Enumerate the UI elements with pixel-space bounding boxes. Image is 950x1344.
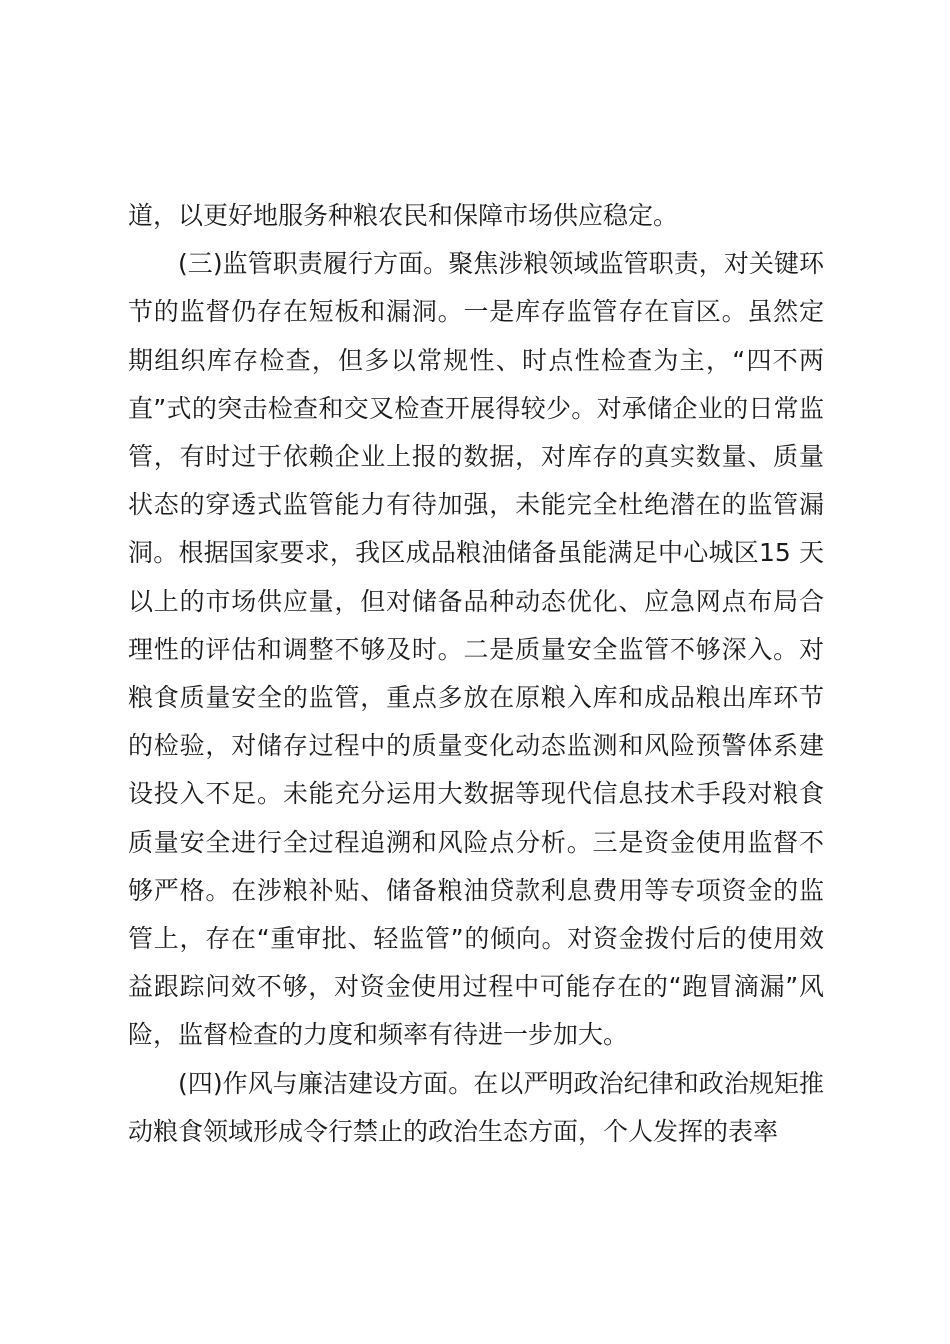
paragraph-continuation: 道，以更好地服务种粮农民和保障市场供应稳定。 xyxy=(128,201,679,230)
document-body xyxy=(128,192,824,1156)
paragraph-conduct-integrity: (四)作风与廉洁建设方面。在以严明政治纪律和政治规矩推动粮食领域形成令行禁止的政治生态方面，个人发挥的表率 xyxy=(128,1068,824,1146)
paragraph-supervision-duties: (三)监管职责履行方面。聚焦涉粮领域监管职责，对关键环节的监督仍存在短板和漏洞。一是库存监管存在盲区。虽然定期组织库存检查，但多以常规性、时点性检查为主，“四不两直”式的突击检查和交叉检查开展得较少。对承储企业的日常监管，有时过于依赖企业上报的数据，对库存的真实数量、质量状态的穿透式监管能力有待加强，未能完全杜绝潜在的监管漏洞。根据国家要求，我区成品粮油储备虽能满足中心城区15 天以上的市场供应量，但对储备品种动态优化、应急网点布局合理性的评估和调整不够及时。二是质量安全监管不够深入。对粮食质量安全的监管，重点多放在原粮入库和成品粮出库环节的检验，对储存过程中的质量变化动态监测和风险预警体系建设投入不足。未能充分运用大数据等现代信息技术手段对粮食质量安全进行全过程追溯和风险点分析。三是资金使用监督不够严格。在涉粮补贴、储备粮油贷款利息费用等专项资金的监管上，存在“重审批、轻监管”的倾向。对资金拨付后的使用效益跟踪问效不够，对资金使用过程中可能存在的“跑冒滴漏”风险，监督检查的力度和频率有待进一步加大。 xyxy=(128,249,824,1050)
